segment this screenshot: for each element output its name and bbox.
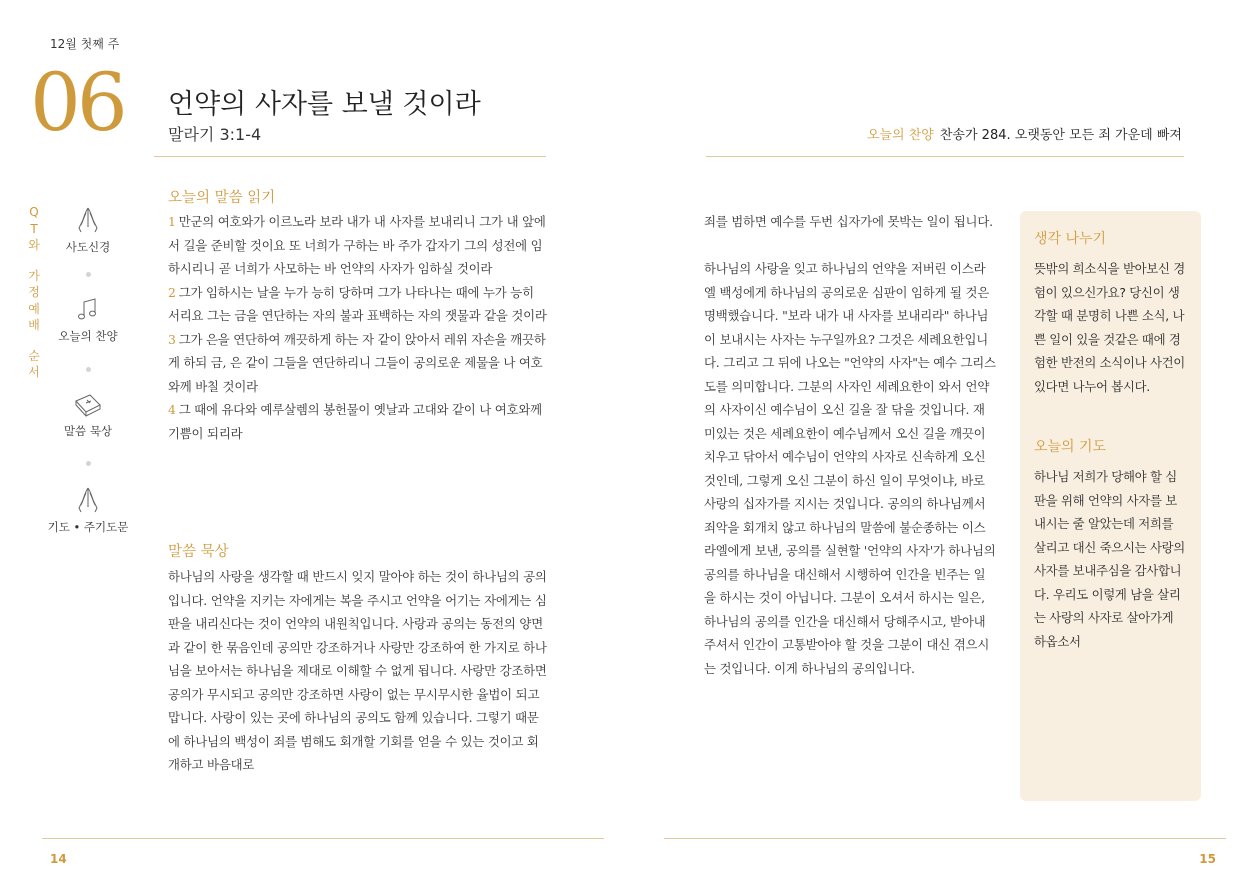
vertical-char: 순 bbox=[28, 348, 40, 363]
sharing-prayer-box bbox=[1020, 211, 1201, 801]
vertical-char: 가 bbox=[28, 268, 40, 283]
page-title: 언약의 사자를 보낼 것이라 bbox=[168, 89, 481, 120]
bible-icon bbox=[73, 391, 103, 419]
verse-text: 그가 임하시는 날을 누가 능히 당하며 그가 나타나는 때에 누가 능히 서리요 그는 금을 연단하는 자의 불과 표백하는 자의 잿물과 같을 것이라 bbox=[168, 284, 547, 323]
footer-divider-left bbox=[42, 838, 604, 839]
praying-hands-icon bbox=[75, 205, 101, 235]
scripture-heading: 오늘의 말씀 읽기 bbox=[168, 190, 276, 206]
vertical-char: T bbox=[30, 221, 38, 236]
page-number-left: 14 bbox=[50, 852, 67, 866]
footer-divider-right bbox=[664, 838, 1226, 839]
meditation-continued-text: 죄를 범하면 예수를 두번 십자가에 못박는 일이 됩니다. 하나님의 사랑을 잊고 하나님의 언약을 저버린 이스라엘 백성에게 하나님의 공의로운 심판이 임하게 될 것은 명백했습니다. "보라 내가 내 사자를 보내리라" 하나님이 보내시는 사자는 누구일까요? 그것은 세례요한입니다. 그리고 그 뒤에 나오는 "언약의 사자"는 예수 그리스도를 의미합니다. 그분의 사자인 세례요한이 와서 언약의 사자이신 예수님이 오신 길을 잘 닦을 것입니다. 재미있는 것은 세례요한이 예수님께서 오신 길을 깨끗이 치우고 닦아서 예수님이 언약의 사자로 신속하게 오신 것인데, 그렇게 오신 그분이 하신 일이 무엇이냐, 바로 사랑의 십자가를 지시는 것입니다. 공의의 하나님께서 죄악을 회개치 않고 하나님의 말씀에 불순종하는 이스라엘에게 보낸, 공의를 실현할 '언약의 사자'가 하나님의 공의를 하나님을 대신해서 시행하여 인간을 빈주는 일을 하시는 것이 아닙니다. 그분이 오셔서 하시는 일은, 하나님의 공의를 인간을 대신해서 당해주시고, 받아내 주셔서 인간이 고통받아야 할 것을 그분이 대신 겪으시는 것입니다. 이게 하나님의 공의입니다. bbox=[704, 214, 996, 676]
verse-text: 그가 은을 연단하여 깨끗하게 하는 자 같이 앉아서 레위 자손을 깨끗하게 하되 금, 은 같이 그들을 연단하리니 그들이 공의로운 제물을 나 여호와께 바칠 것이라 bbox=[168, 331, 546, 394]
nav-item-prayer bbox=[38, 485, 138, 535]
verse-text: 그 때에 유다와 예루살렘의 봉헌물이 옛날과 고대와 같이 나 여호와께 기쁨이 되리라 bbox=[168, 402, 542, 441]
verse bbox=[168, 328, 548, 399]
meditation-heading: 말씀 묵상 bbox=[168, 544, 229, 560]
nav-label: 오늘의 찬양 bbox=[58, 329, 118, 343]
header-divider-left bbox=[154, 156, 546, 157]
verse-number: 1 bbox=[168, 214, 176, 229]
nav-label: 사도신경 bbox=[65, 240, 111, 254]
vertical-char: 배 bbox=[28, 318, 40, 332]
scripture-reference: 말라기 3:1-4 bbox=[168, 125, 262, 144]
nav-label: 기도 • 주기도문 bbox=[47, 520, 129, 534]
nav-item-todays-hymn bbox=[38, 296, 138, 344]
praying-hands-icon bbox=[75, 485, 101, 515]
verse-number: 4 bbox=[168, 402, 176, 417]
verse-text: 만군의 여호와가 이르노라 보라 내가 내 사자를 보내리니 그가 내 앞에서 길을 준비할 것이요 또 너희가 구하는 바 주가 갑자기 그의 성전에 임하시리니 곧 너희가 사모하는 바 언약의 사자가 임하실 것이라 bbox=[168, 214, 546, 276]
verse bbox=[168, 398, 548, 445]
prayer-text: 하나님 저희가 당해야 할 심판을 위해 언약의 사자를 보내시는 줄 알았는데 저희를 살리고 대신 죽으시는 사랑의 사자를 보내주심을 감사합니다. 우리도 이렇게 남을 살리는 사랑의 사자로 살아가게 하옵소서 bbox=[1034, 469, 1185, 649]
prayer-heading: 오늘의 기도 bbox=[1034, 439, 1107, 455]
hymn-label: 오늘의 찬양 bbox=[866, 128, 934, 143]
vertical-char: Q bbox=[29, 205, 39, 219]
header-divider-right bbox=[706, 156, 1184, 157]
vertical-char: 예 bbox=[28, 301, 40, 316]
nav-separator-dot bbox=[86, 461, 91, 466]
nav-item-apostles-creed bbox=[38, 205, 138, 255]
music-note-icon bbox=[76, 296, 100, 324]
share-heading: 생각 나누기 bbox=[1034, 231, 1107, 247]
page-number-right: 15 bbox=[1199, 852, 1216, 866]
vertical-char: 정 bbox=[28, 285, 40, 299]
vertical-char: 와 bbox=[28, 238, 40, 252]
todays-hymn bbox=[867, 124, 1182, 143]
verse bbox=[168, 281, 548, 328]
nav-separator-dot bbox=[86, 272, 91, 277]
scripture-text bbox=[168, 210, 548, 445]
verse bbox=[168, 210, 548, 281]
meditation-text: 하나님의 사랑을 생각할 때 반드시 잊지 말아야 하는 것이 하나님의 공의입니다. 언약을 지키는 자에게는 복을 주시고 언약을 어기는 자에게는 심판을 내리신다는 것이 언약의 내원칙입니다. 사랑과 공의는 동전의 양면과 같이 한 묶음인데 공의만 강조하거나 사랑만 강조하여 한 가지로 하나님을 보아서는 하나님을 제대로 이해할 수 없게 됩니다. 사랑만 강조하면 공의가 무시되고 공의만 강조하면 사랑이 없는 무시무시한 율법이 되고 맙니다. 사랑이 있는 곳에 하나님의 공의도 함께 있습니다. 그렇기 때문에 하나님의 백성이 죄를 범해도 회개할 기회를 얻을 수 있는 것이고 회개하고 바음대로 bbox=[168, 569, 547, 772]
day-number: 06 bbox=[30, 56, 124, 149]
vertical-char: 서 bbox=[28, 365, 40, 379]
share-text: 뜻밖의 희소식을 받아보신 경험이 있으신가요? 당신이 생각할 때 분명히 나쁜 소식, 나쁜 일이 있을 것같은 때에 경험한 반전의 소식이나 사건이 있다면 나누어 봅시다. bbox=[1034, 261, 1185, 394]
week-label: 12월 첫째 주 bbox=[50, 37, 120, 51]
verse-number: 2 bbox=[168, 284, 176, 300]
nav-item-word-meditation bbox=[38, 391, 138, 439]
nav-label: 말씀 묵상 bbox=[63, 424, 113, 438]
nav-separator-dot bbox=[86, 367, 91, 372]
hymn-title: 찬송가 284. 오랫동안 모든 죄 가운데 빠져 bbox=[939, 128, 1182, 143]
verse-number: 3 bbox=[168, 331, 176, 347]
